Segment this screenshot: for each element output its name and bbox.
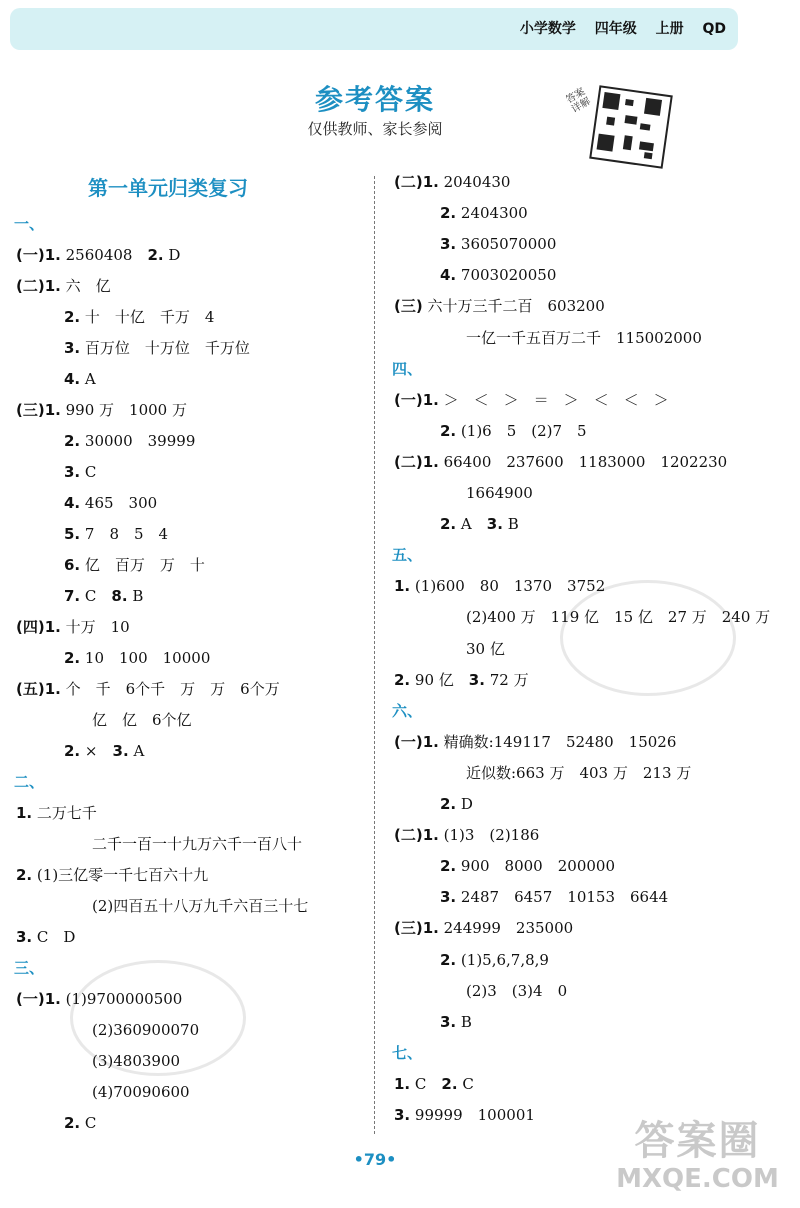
answer-text: 72 万 bbox=[489, 670, 529, 689]
answer-line bbox=[440, 421, 587, 441]
item-number: (二)1. bbox=[16, 277, 61, 295]
header-edition: QD bbox=[702, 21, 726, 37]
answer-line bbox=[466, 607, 770, 627]
header-grade: 四年级 bbox=[594, 21, 637, 37]
faint-stamp bbox=[560, 580, 736, 696]
answer-line bbox=[440, 234, 556, 254]
answer-text: 7003020050 bbox=[460, 266, 557, 285]
answer-text: (1)9700000500 bbox=[65, 990, 183, 1008]
item-number: 3. bbox=[440, 888, 457, 907]
answer-text: C bbox=[84, 1114, 97, 1132]
item-number: 4. bbox=[64, 494, 81, 512]
answer-text: 2404300 bbox=[460, 204, 528, 223]
item-number: 2. bbox=[394, 670, 411, 689]
item-number: 3. bbox=[486, 515, 503, 534]
answer-text: (1)5,6,7,8,9 bbox=[460, 950, 549, 969]
answer-text: 66400 237600 1183000 1202230 bbox=[443, 452, 728, 471]
answer-text: 2487 6457 10153 6644 bbox=[460, 888, 669, 907]
item-number: (一)1. bbox=[394, 732, 439, 751]
answer-line bbox=[64, 555, 205, 575]
item-number: 2. bbox=[440, 795, 457, 813]
item-number: 1. bbox=[16, 804, 33, 822]
answer-text: (2)四百五十八万九千六百三十七 bbox=[92, 897, 309, 915]
answer-text: 10 100 10000 bbox=[84, 649, 211, 667]
answer-line bbox=[64, 648, 210, 668]
answer-line bbox=[440, 203, 528, 223]
answer-text: 六 亿 bbox=[65, 277, 111, 295]
answer-text: 30000 39999 bbox=[84, 432, 196, 450]
item-number: (二)1. bbox=[394, 826, 439, 845]
answer-text: 个 千 6个千 万 万 6个万 bbox=[65, 680, 280, 698]
answer-line bbox=[440, 950, 549, 970]
answer-text: C bbox=[84, 463, 97, 481]
answer-line bbox=[92, 710, 192, 730]
answer-line bbox=[16, 400, 187, 420]
answer-text: (3)4803900 bbox=[92, 1052, 181, 1070]
answer-text: 二千一百一十九万六千一百八十 bbox=[92, 835, 303, 853]
qr-code-icon[interactable] bbox=[589, 85, 673, 169]
item-number: (三)1. bbox=[394, 919, 439, 938]
answer-line bbox=[440, 514, 519, 534]
answer-text: (2)3 (3)4 0 bbox=[466, 981, 568, 1000]
answer-text: C bbox=[414, 1074, 427, 1093]
answer-line bbox=[440, 887, 668, 907]
item-number: 7. bbox=[64, 587, 81, 605]
answer-line bbox=[466, 328, 702, 348]
answer-line bbox=[394, 1074, 474, 1094]
answer-text: 六十万三千二百 603200 bbox=[427, 297, 605, 316]
item-number: 3. bbox=[394, 1106, 411, 1124]
item-number: 2. bbox=[64, 1114, 81, 1132]
answer-text: C bbox=[84, 587, 97, 605]
answer-line bbox=[92, 1051, 180, 1071]
section-heading-text: 三、 bbox=[14, 959, 45, 977]
section-heading bbox=[392, 1043, 422, 1063]
item-number: (三) bbox=[394, 297, 423, 316]
answer-line bbox=[16, 679, 280, 699]
section-heading-text: 七、 bbox=[392, 1043, 423, 1062]
answer-text: (2)360900070 bbox=[92, 1021, 200, 1039]
answer-text: 百万位 十万位 千万位 bbox=[84, 339, 250, 357]
item-number: (二)1. bbox=[394, 452, 439, 471]
item-number: 3. bbox=[468, 670, 485, 689]
item-number: 3. bbox=[440, 1012, 457, 1031]
answer-text: 2560408 bbox=[65, 246, 133, 264]
answer-text: A bbox=[460, 515, 472, 534]
item-number: (四)1. bbox=[16, 618, 61, 636]
answer-text: 精确数:149117 52480 15026 bbox=[443, 732, 677, 751]
item-number: 3. bbox=[440, 235, 457, 254]
answer-line bbox=[64, 524, 168, 544]
answer-text: 990 万 1000 万 bbox=[65, 401, 187, 419]
answer-text: 465 300 bbox=[84, 494, 158, 512]
item-number: (一)1. bbox=[394, 390, 439, 409]
answer-line bbox=[64, 462, 96, 482]
answer-line bbox=[466, 981, 567, 1001]
answer-line bbox=[466, 483, 533, 503]
answer-line bbox=[64, 586, 143, 606]
item-number: 2. bbox=[441, 1074, 458, 1093]
answer-text: B bbox=[132, 587, 144, 605]
watermark-url: MXQE.COM bbox=[616, 1164, 779, 1194]
answer-text: 一亿一千五百万二千 115002000 bbox=[466, 328, 702, 347]
page-title: 参考答案 bbox=[314, 83, 435, 116]
item-number: 3. bbox=[64, 339, 81, 357]
answer-text: 7 8 5 4 bbox=[84, 525, 169, 543]
item-number: 2. bbox=[440, 515, 457, 534]
item-number: 1. bbox=[394, 1074, 411, 1093]
item-number: 1. bbox=[394, 577, 411, 596]
item-number: 3. bbox=[64, 463, 81, 481]
section-heading-text: 一、 bbox=[14, 215, 45, 233]
header-subject: 小学数学 bbox=[519, 21, 576, 37]
answer-line bbox=[466, 763, 691, 783]
answer-text: 900 8000 200000 bbox=[460, 857, 615, 876]
section-heading bbox=[14, 772, 44, 792]
answer-line bbox=[64, 431, 195, 451]
answer-line bbox=[64, 338, 250, 358]
header-volume: 上册 bbox=[655, 21, 684, 37]
answer-text: (1)6 5 (2)7 5 bbox=[460, 421, 587, 440]
answer-text: (1)3 (2)186 bbox=[443, 826, 540, 845]
answer-text: 244999 235000 bbox=[443, 919, 574, 938]
item-number: (二)1. bbox=[394, 173, 439, 191]
answer-text: 近似数:663 万 403 万 213 万 bbox=[466, 763, 692, 782]
answer-text: 十 十亿 千万 4 bbox=[84, 308, 215, 326]
item-number: 2. bbox=[440, 421, 457, 440]
answer-text: (2)400 万 119 亿 15 亿 27 万 240 万 bbox=[466, 608, 771, 627]
answer-text: 99999 100001 bbox=[414, 1106, 535, 1124]
answer-text: (1)三亿零一千七百六十九 bbox=[36, 866, 209, 884]
answer-text: C D bbox=[36, 928, 76, 946]
answer-text: C bbox=[462, 1074, 474, 1093]
answer-line bbox=[440, 856, 615, 876]
answer-line bbox=[394, 918, 573, 938]
item-number: (一)1. bbox=[16, 246, 61, 264]
answer-line bbox=[64, 493, 157, 513]
answer-line bbox=[16, 617, 130, 637]
answer-text: 30 亿 bbox=[466, 639, 505, 658]
answer-line bbox=[16, 276, 111, 296]
answer-text: A bbox=[133, 742, 145, 760]
answer-line bbox=[440, 1012, 472, 1032]
answer-text: A bbox=[84, 370, 96, 388]
answer-text: 3605070000 bbox=[460, 235, 557, 254]
section-heading bbox=[14, 958, 44, 978]
answer-line bbox=[394, 670, 529, 690]
item-number: 5. bbox=[64, 525, 81, 543]
item-number: 6. bbox=[64, 556, 81, 574]
answer-line bbox=[466, 639, 505, 659]
answer-line bbox=[16, 865, 208, 885]
section-heading-text: 五、 bbox=[392, 546, 423, 565]
answer-line bbox=[394, 576, 605, 596]
answer-text: 1664900 bbox=[466, 484, 533, 502]
qr-label: 答案详解 bbox=[564, 86, 593, 116]
answer-text: × bbox=[84, 742, 98, 760]
item-number: 2. bbox=[440, 950, 457, 969]
answer-line bbox=[394, 172, 510, 192]
answer-line bbox=[92, 834, 302, 854]
item-number: (五)1. bbox=[16, 680, 61, 698]
answer-line bbox=[440, 794, 473, 814]
answer-text: D bbox=[460, 795, 473, 813]
answer-line bbox=[64, 307, 214, 327]
answer-text: ＞ ＜ ＞ ＝ ＞ ＜ ＜ ＞ bbox=[443, 390, 669, 409]
item-number: 3. bbox=[112, 742, 129, 760]
answer-line bbox=[394, 390, 669, 410]
item-number: (三)1. bbox=[16, 401, 61, 419]
answer-line bbox=[64, 1113, 96, 1133]
item-number: 2. bbox=[440, 204, 457, 223]
answer-text: (1)600 80 1370 3752 bbox=[414, 577, 606, 596]
answer-line bbox=[16, 989, 182, 1009]
page-number: •79• bbox=[353, 1150, 397, 1169]
item-number: 2. bbox=[64, 432, 81, 450]
item-number: 2. bbox=[16, 866, 33, 884]
answer-line bbox=[92, 1082, 190, 1102]
section-heading-text: 二、 bbox=[14, 773, 45, 791]
answer-line bbox=[92, 1020, 199, 1040]
answer-text: 2040430 bbox=[443, 173, 511, 191]
header-bar bbox=[10, 8, 738, 50]
page-subtitle: 仅供教师、家长参阅 bbox=[307, 120, 443, 138]
answer-text: 十万 10 bbox=[65, 618, 130, 636]
item-number: 4. bbox=[440, 266, 457, 285]
answer-line bbox=[394, 1105, 535, 1125]
answer-line bbox=[394, 296, 605, 316]
section-heading bbox=[392, 359, 422, 379]
answer-line bbox=[64, 369, 96, 389]
answer-line bbox=[92, 896, 308, 916]
answer-line bbox=[394, 825, 539, 845]
answer-text: 90 亿 bbox=[414, 670, 454, 689]
answer-line bbox=[16, 803, 97, 823]
answer-text: 二万七千 bbox=[36, 804, 97, 822]
section-heading bbox=[392, 545, 422, 565]
answer-line bbox=[394, 732, 676, 752]
answer-line bbox=[16, 245, 180, 265]
column-divider bbox=[374, 176, 375, 1134]
section-heading bbox=[14, 214, 44, 234]
answer-text: B bbox=[460, 1012, 472, 1031]
item-number: (一)1. bbox=[16, 990, 61, 1008]
answer-line bbox=[440, 265, 556, 285]
answer-text: (4)70090600 bbox=[92, 1083, 190, 1101]
section-heading bbox=[392, 701, 422, 721]
item-number: 2. bbox=[64, 649, 81, 667]
item-number: 2. bbox=[440, 857, 457, 876]
answer-line bbox=[16, 927, 75, 947]
item-number: 2. bbox=[64, 742, 81, 760]
answer-text: 亿 百万 万 十 bbox=[84, 556, 205, 574]
item-number: 2. bbox=[64, 308, 81, 326]
answer-text: D bbox=[168, 246, 181, 264]
answer-line bbox=[64, 741, 144, 761]
item-number: 8. bbox=[111, 587, 128, 605]
answer-text: B bbox=[507, 515, 519, 534]
answer-text: 亿 亿 6个亿 bbox=[92, 711, 192, 729]
item-number: 3. bbox=[16, 928, 33, 946]
header-text bbox=[506, 18, 726, 38]
section-title: 第一单元归类复习 bbox=[88, 176, 248, 200]
item-number: 4. bbox=[64, 370, 81, 388]
answer-line bbox=[394, 452, 727, 472]
section-heading-text: 四、 bbox=[392, 359, 423, 378]
watermark-logo bbox=[605, 1118, 790, 1200]
watermark-text: 答案圈 bbox=[634, 1118, 761, 1164]
item-number: 2. bbox=[147, 246, 164, 264]
section-heading-text: 六、 bbox=[392, 701, 423, 720]
